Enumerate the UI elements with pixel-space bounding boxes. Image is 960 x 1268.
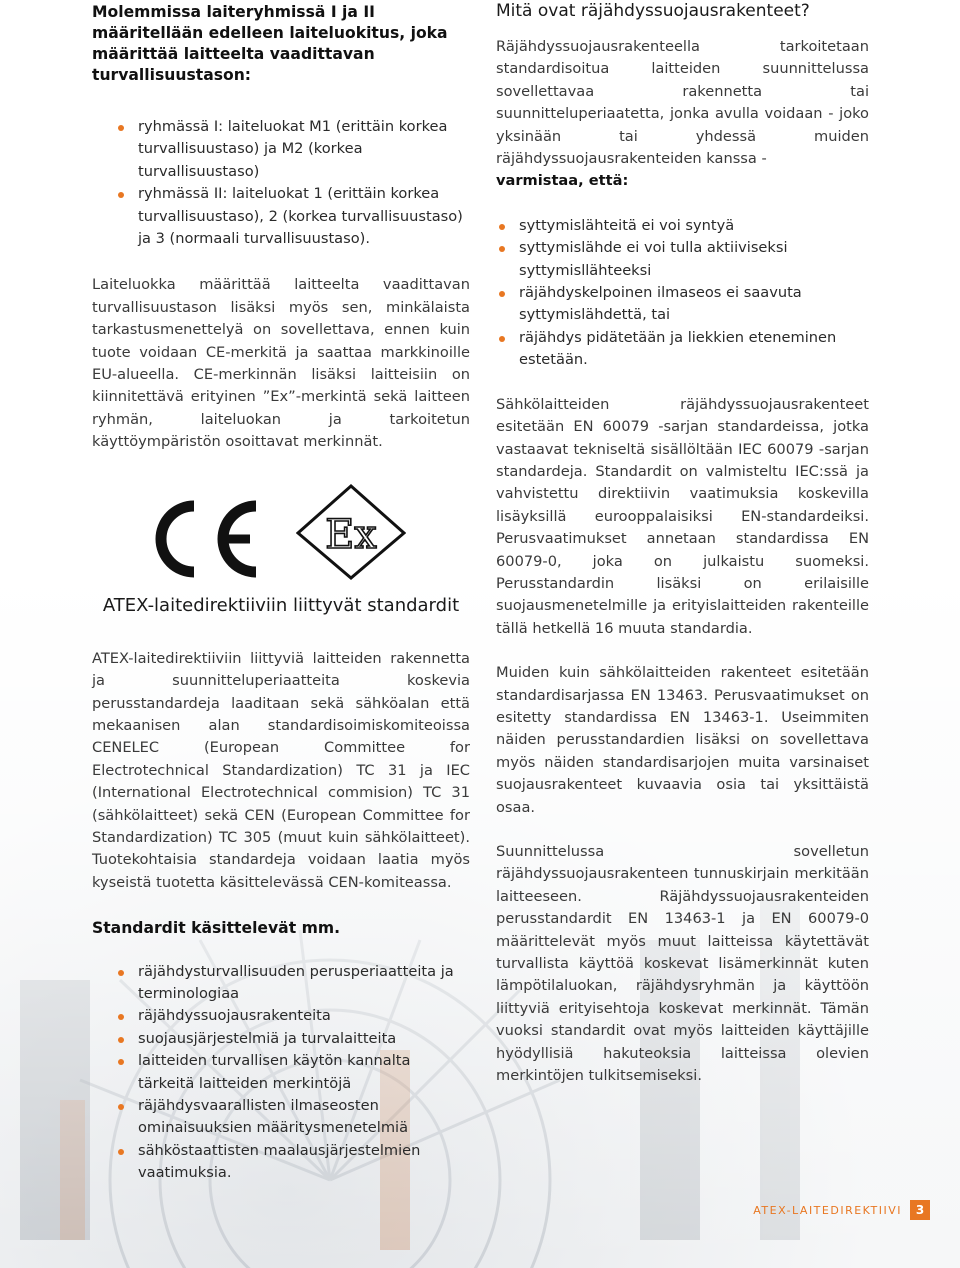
list-item: syttymislähde ei voi tulla aktiiviseksi syttymisllähteeksi bbox=[496, 237, 869, 282]
list-item: räjähdys pidätetään ja liekkien eteneminen estetään. bbox=[496, 327, 869, 372]
ex-mark-icon bbox=[296, 484, 406, 580]
bullet-icon bbox=[118, 970, 124, 976]
ensure-list bbox=[496, 215, 869, 372]
ex-mark-text: Ex bbox=[325, 511, 377, 558]
bullet-icon bbox=[118, 1014, 124, 1020]
bullet-icon bbox=[118, 192, 124, 198]
left-column bbox=[92, 0, 470, 1185]
bullet-icon bbox=[118, 1059, 124, 1065]
list-item: räjähdyskelpoinen ilmaseos ei saavuta syttymislähdettä, tai bbox=[496, 282, 869, 327]
paragraph: Suunnittelussa sovelletun räjähdyssuojausrakenteen tunnuskirjain merkitään laitteeseen. Räjähdyssuojausrakenteiden perusstandardit EN 13463-1 ja EN 60079-0 määrittelevät myös muut laitteissa käytettävät turvallista käyttöä koskevat lisämerkinnät kuten lämpötilaluokan, räjähdysryhmän ja käyttöön liittyviä erityisehtoja koskevat merkinnät. Tämän vuoksi standardit ovat myös laitteiden käyttäjille hyödyllisiä hakuteoksia laitteissa olevien merkintöjen tulkitsemiseksi. bbox=[496, 843, 869, 1085]
paragraph: Sähkölaitteiden räjähdyssuojausrakenteet esitetään EN 60079 -sarjan standardeissa, jotka vastaavat tekniseltä sisällöltään IEC 60079 -sarjan standardeja. Standardit on valmisteltu IEC:ssä ja vahvistettu direktiivin vaatimuksia koskevilla lisäyksillä eurooppalaisiksi EN-standardeiksi. Perusvaatimukset annetaan standardissa EN 60079-0, joka on julkaistu suomeksi. Perusstandardin lisäksi on erilaisille suojausmenetelmille ja erityislaitteiden rakenteille tällä hetkellä 16 muuta standardia. bbox=[496, 395, 869, 637]
list-item: räjähdysturvallisuuden perusperiaatteita ja terminologiaa bbox=[92, 961, 470, 1006]
bullet-icon bbox=[118, 1037, 124, 1043]
footer-label: ATEX-LAITEDIREKTIIVI bbox=[753, 1203, 902, 1217]
list-item: räjähdyssuojausrakenteita bbox=[92, 1005, 470, 1027]
paragraph: Laiteluokka määrittää laitteelta vaadittavan turvallisuustason lisäksi myös sen, minkälaista tarkastusmenettelyä on sovellettava, ennen kuin tuote voidaan CE-merkitä ja saattaa markkinoille EU-alueella. CE-merkinnän lisäksi laitteisiin on kiinnitettävä erityinen ”Ex”-merkintä sekä laitteen ryhmän, laiteluokan ja tarkoitetun käyttöympäristön osoittavat merkinnät. bbox=[92, 276, 470, 451]
list-item: suojausjärjestelmiä ja turvalaitteita bbox=[92, 1028, 470, 1050]
standards-heading: Standardit käsittelevät mm. bbox=[92, 919, 340, 938]
paragraph: ATEX-laitedirektiiviin liittyviä laitteiden rakennetta ja suunnitteluperiaatteita koskevia perusstandardeja laaditaan sekä sähköalan että mekaanisen alan standardisoimiskomiteoissa CENELEC (European Committee for Electrotechnical Standardization) TC 31 ja IEC (International Electrotechnical commision) TC 31 (sähkölaitteet) sekä CEN (European Committee for Standardization) TC 305 (muut kuin sähkölaitteet). Tuotekohtaisia standardeja voidaan laatia myös kyseistä tuotetta käsittelevässä CEN-komiteassa. bbox=[92, 649, 470, 891]
page-title: Mitä ovat räjähdyssuojausrakenteet? bbox=[496, 1, 810, 21]
intro-emphasis: varmistaa, että: bbox=[496, 172, 629, 190]
list-item: räjähdysvaarallisten ilmaseosten ominaisuuksien määritysmenetelmiä bbox=[92, 1095, 470, 1140]
list-item: ryhmässä I: laiteluokat M1 (erittäin korkea turvallisuustaso) ja M2 (korkea turvallisuustaso) bbox=[92, 116, 470, 183]
section-title: ATEX-laitedirektiiviin liittyvät standardit bbox=[102, 594, 460, 616]
bullet-icon bbox=[118, 125, 124, 131]
groups-list bbox=[92, 116, 470, 250]
right-column bbox=[496, 0, 869, 1087]
list-item: ryhmässä II: laiteluokat 1 (erittäin korkea turvallisuustaso), 2 (korkea turvallisuustaso) ja 3 (normaali turvallisuustaso). bbox=[92, 183, 470, 250]
bullet-icon bbox=[118, 1104, 124, 1110]
page-number: 3 bbox=[910, 1200, 930, 1220]
list-item: laitteiden turvallisen käytön kannalta tärkeitä laitteiden merkintöjä bbox=[92, 1050, 470, 1095]
logos bbox=[92, 482, 470, 582]
bullet-icon bbox=[118, 1149, 124, 1155]
groups-heading: Molemmissa laiteryhmissä I ja II määritellään edelleen laiteluokitus, joka määrittää laitteelta vaadittavan turvallisuustason: bbox=[92, 3, 448, 84]
bullet-icon bbox=[499, 224, 505, 230]
bullet-icon bbox=[499, 336, 505, 342]
standards-list bbox=[92, 961, 470, 1185]
bullet-icon bbox=[499, 246, 505, 252]
list-item: sähköstaattisten maalausjärjestelmien vaatimuksia. bbox=[92, 1140, 470, 1185]
bullet-icon bbox=[499, 291, 505, 297]
ce-mark-icon bbox=[146, 500, 264, 578]
paragraph: Muiden kuin sähkölaitteiden rakenteet esitetään standardisarjassa EN 13463. Perusvaatimukset on esitetty standardissa EN 13463-1. Useimmiten näiden perusstandardien lisäksi on sovellettava myös näiden standardisarjojen muita varsinaiset suojausrakenteet kuvaavia osia tai yksittäistä osaa. bbox=[496, 664, 869, 816]
page-footer bbox=[753, 1200, 930, 1220]
list-item: syttymislähteitä ei voi syntyä bbox=[496, 215, 869, 237]
paragraph: Räjähdyssuojausrakenteella tarkoitetaan standardisoitua laitteiden suunnittelussa sovellettavaa rakennetta tai suunnitteluperiaatetta, jonka avulla voidaan - joko yksinään tai yhdessä muiden räjähdyssuojausrakenteiden kanssa - varmistaa, että: bbox=[496, 36, 869, 193]
